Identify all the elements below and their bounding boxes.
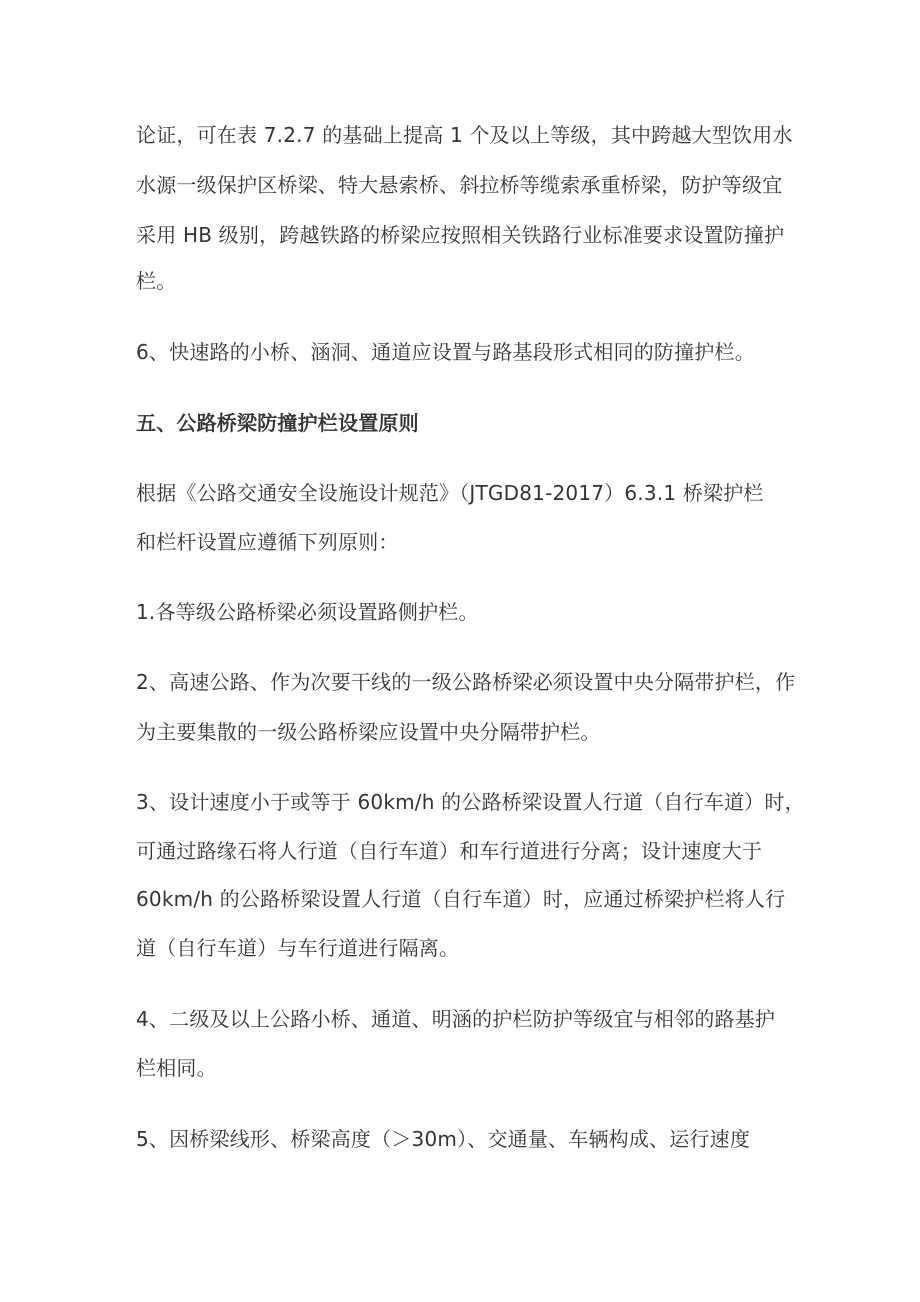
rule-4-line-1: 4、二级及以上公路小桥、通道、明涵的护栏防护等级宜与相邻的路基护 <box>136 1007 776 1031</box>
rule-3-line-2: 可通过路缘石将人行道（自行车道）和车行道进行分离；设计速度大于 <box>136 839 763 863</box>
rule-2-line-2: 为主要集散的一级公路桥梁应设置中央分隔带护栏。 <box>136 720 601 744</box>
paragraph-basis-1: 根据《公路交通安全设施设计规范》（JTGD81-2017）6.3.1 桥梁护栏 <box>136 481 764 505</box>
rule-4-line-2: 栏相同。 <box>136 1056 217 1080</box>
rule-5-line-1: 5、因桥梁线形、桥梁高度（＞30m）、交通量、车辆构成、运行速度 <box>136 1127 751 1151</box>
rule-3-line-1: 3、设计速度小于或等于 60km/h 的公路桥梁设置人行道（自行车道）时， <box>136 790 805 814</box>
item-6: 6、快速路的小桥、涵洞、通道应设置与路基段形式相同的防撞护栏。 <box>136 340 755 364</box>
text-line-intro-2: 水源一级保护区桥梁、特大悬索桥、斜拉桥等缆索承重桥梁，防护等级宜 <box>136 173 783 197</box>
rule-2-line-1: 2、高速公路、作为次要干线的一级公路桥梁必须设置中央分隔带护栏，作 <box>136 670 796 694</box>
text-line-intro-1: 论证，可在表 7.2.7 的基础上提高 1 个及以上等级，其中跨越大型饮用水 <box>136 123 793 147</box>
text-line-intro-3: 采用 HB 级别，跨越铁路的桥梁应按照相关铁路行业标准要求设置防撞护 <box>136 223 785 247</box>
rule-3-line-3: 60km/h 的公路桥梁设置人行道（自行车道）时，应通过桥梁护栏将人行 <box>136 887 786 911</box>
section-heading: 五、公路桥梁防撞护栏设置原则 <box>136 411 419 435</box>
paragraph-basis-2: 和栏杆设置应遵循下列原则： <box>136 530 399 554</box>
rule-3-line-4: 道（自行车道）与车行道进行隔离。 <box>136 936 460 960</box>
rule-1: 1.各等级公路桥梁必须设置路侧护栏。 <box>136 600 479 624</box>
text-line-intro-4: 栏。 <box>136 269 177 293</box>
